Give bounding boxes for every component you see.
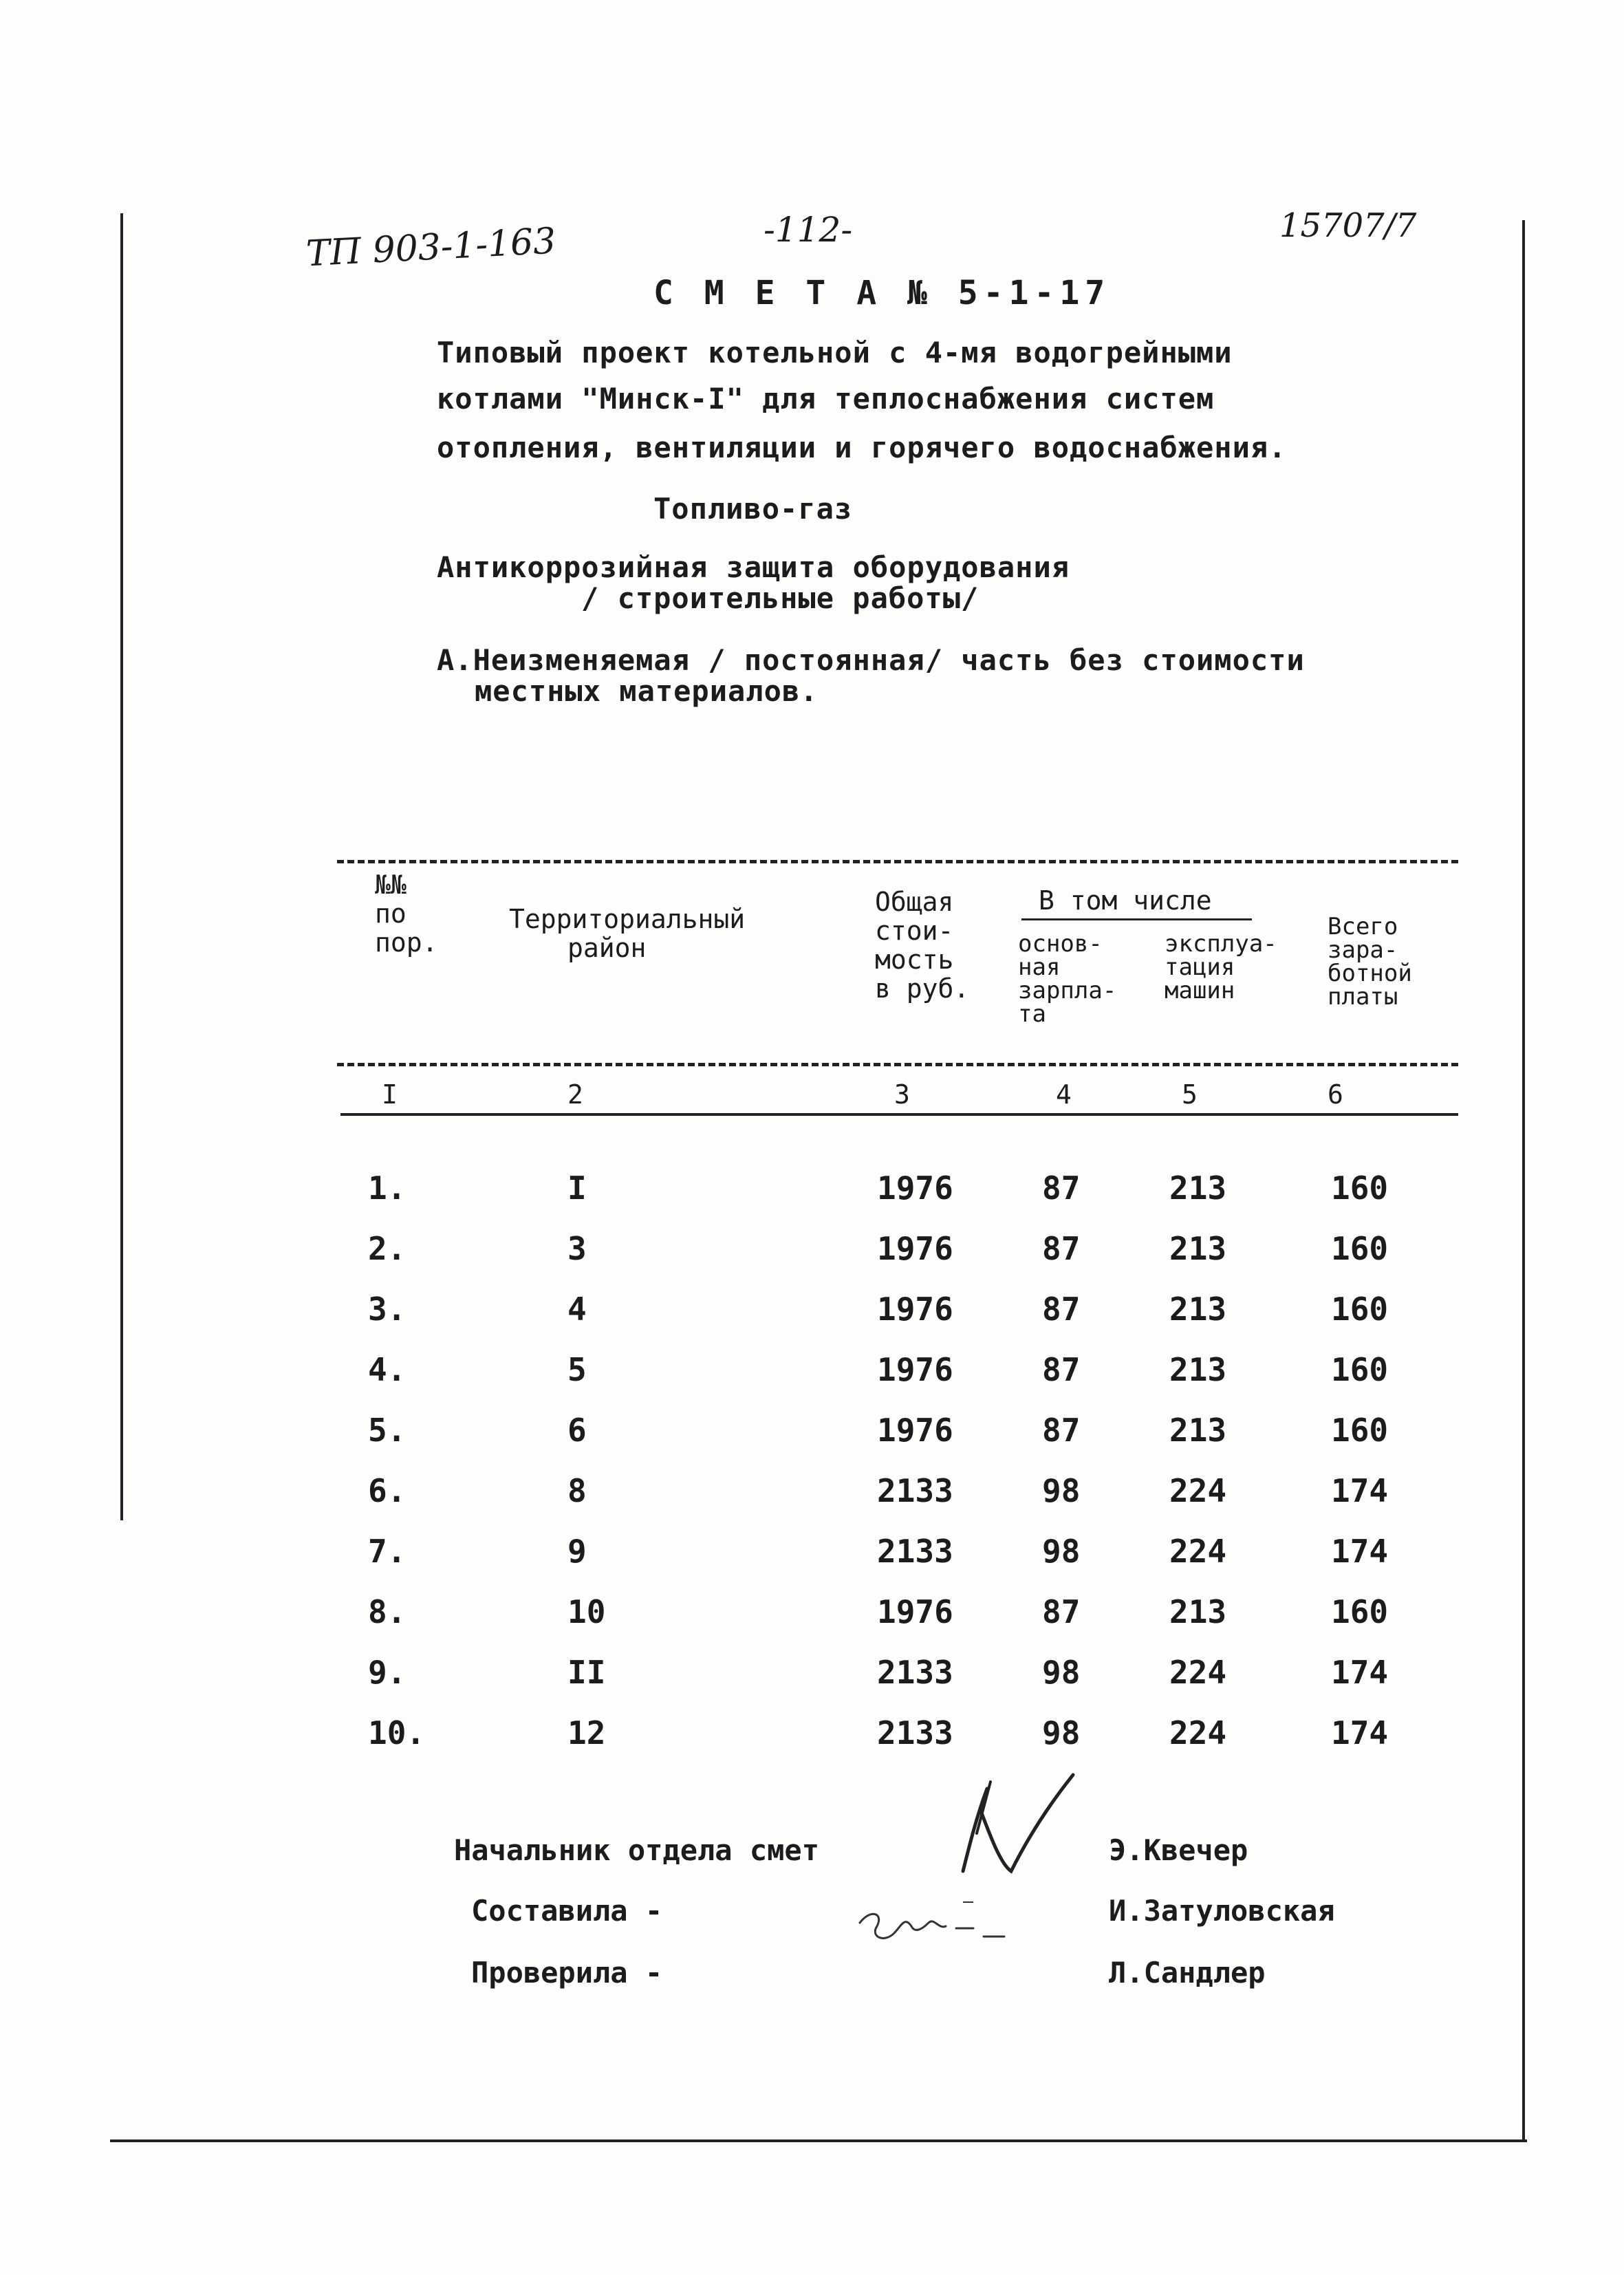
cell-total-wage: 160: [1331, 1291, 1389, 1328]
doc-code: ТП 903-1-163: [305, 220, 557, 275]
description-line-2: котлами "Минск-I" для теплоснабжения систем: [437, 382, 1215, 416]
signature-role-checked: Проверила -: [471, 1956, 663, 1990]
cell-row-number: 7.: [368, 1533, 407, 1570]
cell-district: 12: [567, 1714, 606, 1751]
header-group-underline: [1021, 918, 1252, 920]
left-margin-line: [120, 213, 123, 1520]
cell-base-wage: 87: [1042, 1412, 1081, 1449]
right-margin-line: [1522, 220, 1525, 2139]
cell-total-cost: 1976: [877, 1291, 953, 1328]
cell-machine-operation: 213: [1169, 1169, 1227, 1207]
table-header-rule: [337, 1063, 1458, 1066]
cell-total-wage: 160: [1331, 1351, 1389, 1388]
header-row-number: №№ по пор.: [375, 870, 438, 958]
cell-total-wage: 174: [1331, 1714, 1389, 1751]
cell-total-cost: 2133: [877, 1472, 953, 1509]
section-line-1: Антикоррозийная защита оборудования: [437, 550, 1070, 584]
header-machine-operation: эксплуа- тация машин: [1165, 930, 1277, 1004]
document-title: С М Е Т А № 5-1-17: [653, 274, 1111, 312]
col-number-6: 6: [1328, 1079, 1343, 1110]
description-line-3: отопления, вентиляции и горячего водоснабжения.: [437, 431, 1287, 464]
cell-total-cost: 1976: [877, 1412, 953, 1449]
cell-row-number: 5.: [368, 1412, 407, 1449]
cell-machine-operation: 213: [1169, 1412, 1227, 1449]
signature-role-head: Начальник отдела смет: [454, 1833, 820, 1867]
part-line-1: А.Неизменяемая / постоянная/ часть без стоимости: [437, 643, 1305, 677]
handwritten-signature-head: [949, 1768, 1087, 1885]
cell-base-wage: 87: [1042, 1351, 1081, 1388]
description-line-1: Типовый проект котельной с 4-мя водогрейными: [437, 336, 1233, 369]
cell-total-wage: 174: [1331, 1472, 1389, 1509]
cell-district: II: [567, 1654, 606, 1691]
cell-machine-operation: 224: [1169, 1654, 1227, 1691]
cell-district: 10: [567, 1593, 606, 1630]
col-number-3: 3: [894, 1079, 910, 1110]
cell-row-number: 3.: [368, 1291, 407, 1328]
cell-district: 6: [567, 1412, 587, 1449]
cell-row-number: 10.: [368, 1714, 426, 1751]
cell-district: 9: [567, 1533, 587, 1570]
page-number: -112-: [764, 210, 853, 250]
cell-base-wage: 98: [1042, 1714, 1081, 1751]
cell-district: 4: [567, 1291, 587, 1328]
cell-row-number: 4.: [368, 1351, 407, 1388]
cell-total-wage: 174: [1331, 1533, 1389, 1570]
cell-district: 5: [567, 1351, 587, 1388]
cell-total-cost: 2133: [877, 1533, 953, 1570]
cell-total-wage: 160: [1331, 1169, 1389, 1207]
signature-role-compiled: Составила -: [471, 1894, 663, 1928]
cell-machine-operation: 213: [1169, 1593, 1227, 1630]
cell-total-cost: 1976: [877, 1169, 953, 1207]
header-district: Территориальный район: [509, 904, 746, 963]
table-colnum-rule: [340, 1113, 1458, 1116]
handwritten-signature-compiled: [853, 1888, 1046, 1964]
cell-total-cost: 1976: [877, 1230, 953, 1267]
cell-total-wage: 160: [1331, 1593, 1389, 1630]
cell-base-wage: 87: [1042, 1593, 1081, 1630]
signature-name-head: Э.Квечер: [1109, 1833, 1248, 1867]
cell-district: 8: [567, 1472, 587, 1509]
cell-total-wage: 160: [1331, 1230, 1389, 1267]
cell-row-number: 6.: [368, 1472, 407, 1509]
cell-machine-operation: 224: [1169, 1472, 1227, 1509]
cell-machine-operation: 213: [1169, 1230, 1227, 1267]
cell-total-wage: 160: [1331, 1412, 1389, 1449]
cell-machine-operation: 213: [1169, 1351, 1227, 1388]
cell-row-number: 8.: [368, 1593, 407, 1630]
col-number-5: 5: [1182, 1079, 1198, 1110]
cell-total-cost: 2133: [877, 1654, 953, 1691]
header-group-including: В том числе: [1039, 885, 1212, 916]
header-base-wage: основ- ная зарпла- та: [1018, 930, 1117, 1028]
cell-row-number: 9.: [368, 1654, 407, 1691]
cell-base-wage: 87: [1042, 1291, 1081, 1328]
cell-row-number: 1.: [368, 1169, 407, 1207]
sheet-code: 15707/7: [1279, 206, 1417, 245]
cell-base-wage: 87: [1042, 1230, 1081, 1267]
cell-district: I: [567, 1169, 587, 1207]
part-line-2: местных материалов.: [475, 674, 819, 708]
signature-name-compiled: И.Затуловская: [1109, 1894, 1335, 1928]
header-total-wage: Всего зара- ботной платы: [1328, 913, 1412, 1011]
cell-base-wage: 98: [1042, 1533, 1081, 1570]
cell-base-wage: 98: [1042, 1472, 1081, 1509]
cell-machine-operation: 224: [1169, 1714, 1227, 1751]
cell-base-wage: 87: [1042, 1169, 1081, 1207]
cell-district: 3: [567, 1230, 587, 1267]
col-number-1: I: [382, 1079, 398, 1110]
col-number-2: 2: [567, 1079, 583, 1110]
header-total-cost: Общая стои- мость в руб.: [875, 887, 970, 1004]
fuel-type: Топливо-газ: [653, 492, 853, 526]
cell-base-wage: 98: [1042, 1654, 1081, 1691]
cell-total-cost: 1976: [877, 1351, 953, 1388]
signature-name-checked: Л.Сандлер: [1109, 1956, 1266, 1990]
col-number-4: 4: [1056, 1079, 1072, 1110]
cell-machine-operation: 224: [1169, 1533, 1227, 1570]
bottom-margin-line: [110, 2139, 1527, 2142]
section-line-2: / строительные работы/: [581, 581, 979, 615]
cell-machine-operation: 213: [1169, 1291, 1227, 1328]
cell-total-cost: 2133: [877, 1714, 953, 1751]
table-top-rule: [337, 860, 1458, 863]
cell-row-number: 2.: [368, 1230, 407, 1267]
cell-total-wage: 174: [1331, 1654, 1389, 1691]
cell-total-cost: 1976: [877, 1593, 953, 1630]
